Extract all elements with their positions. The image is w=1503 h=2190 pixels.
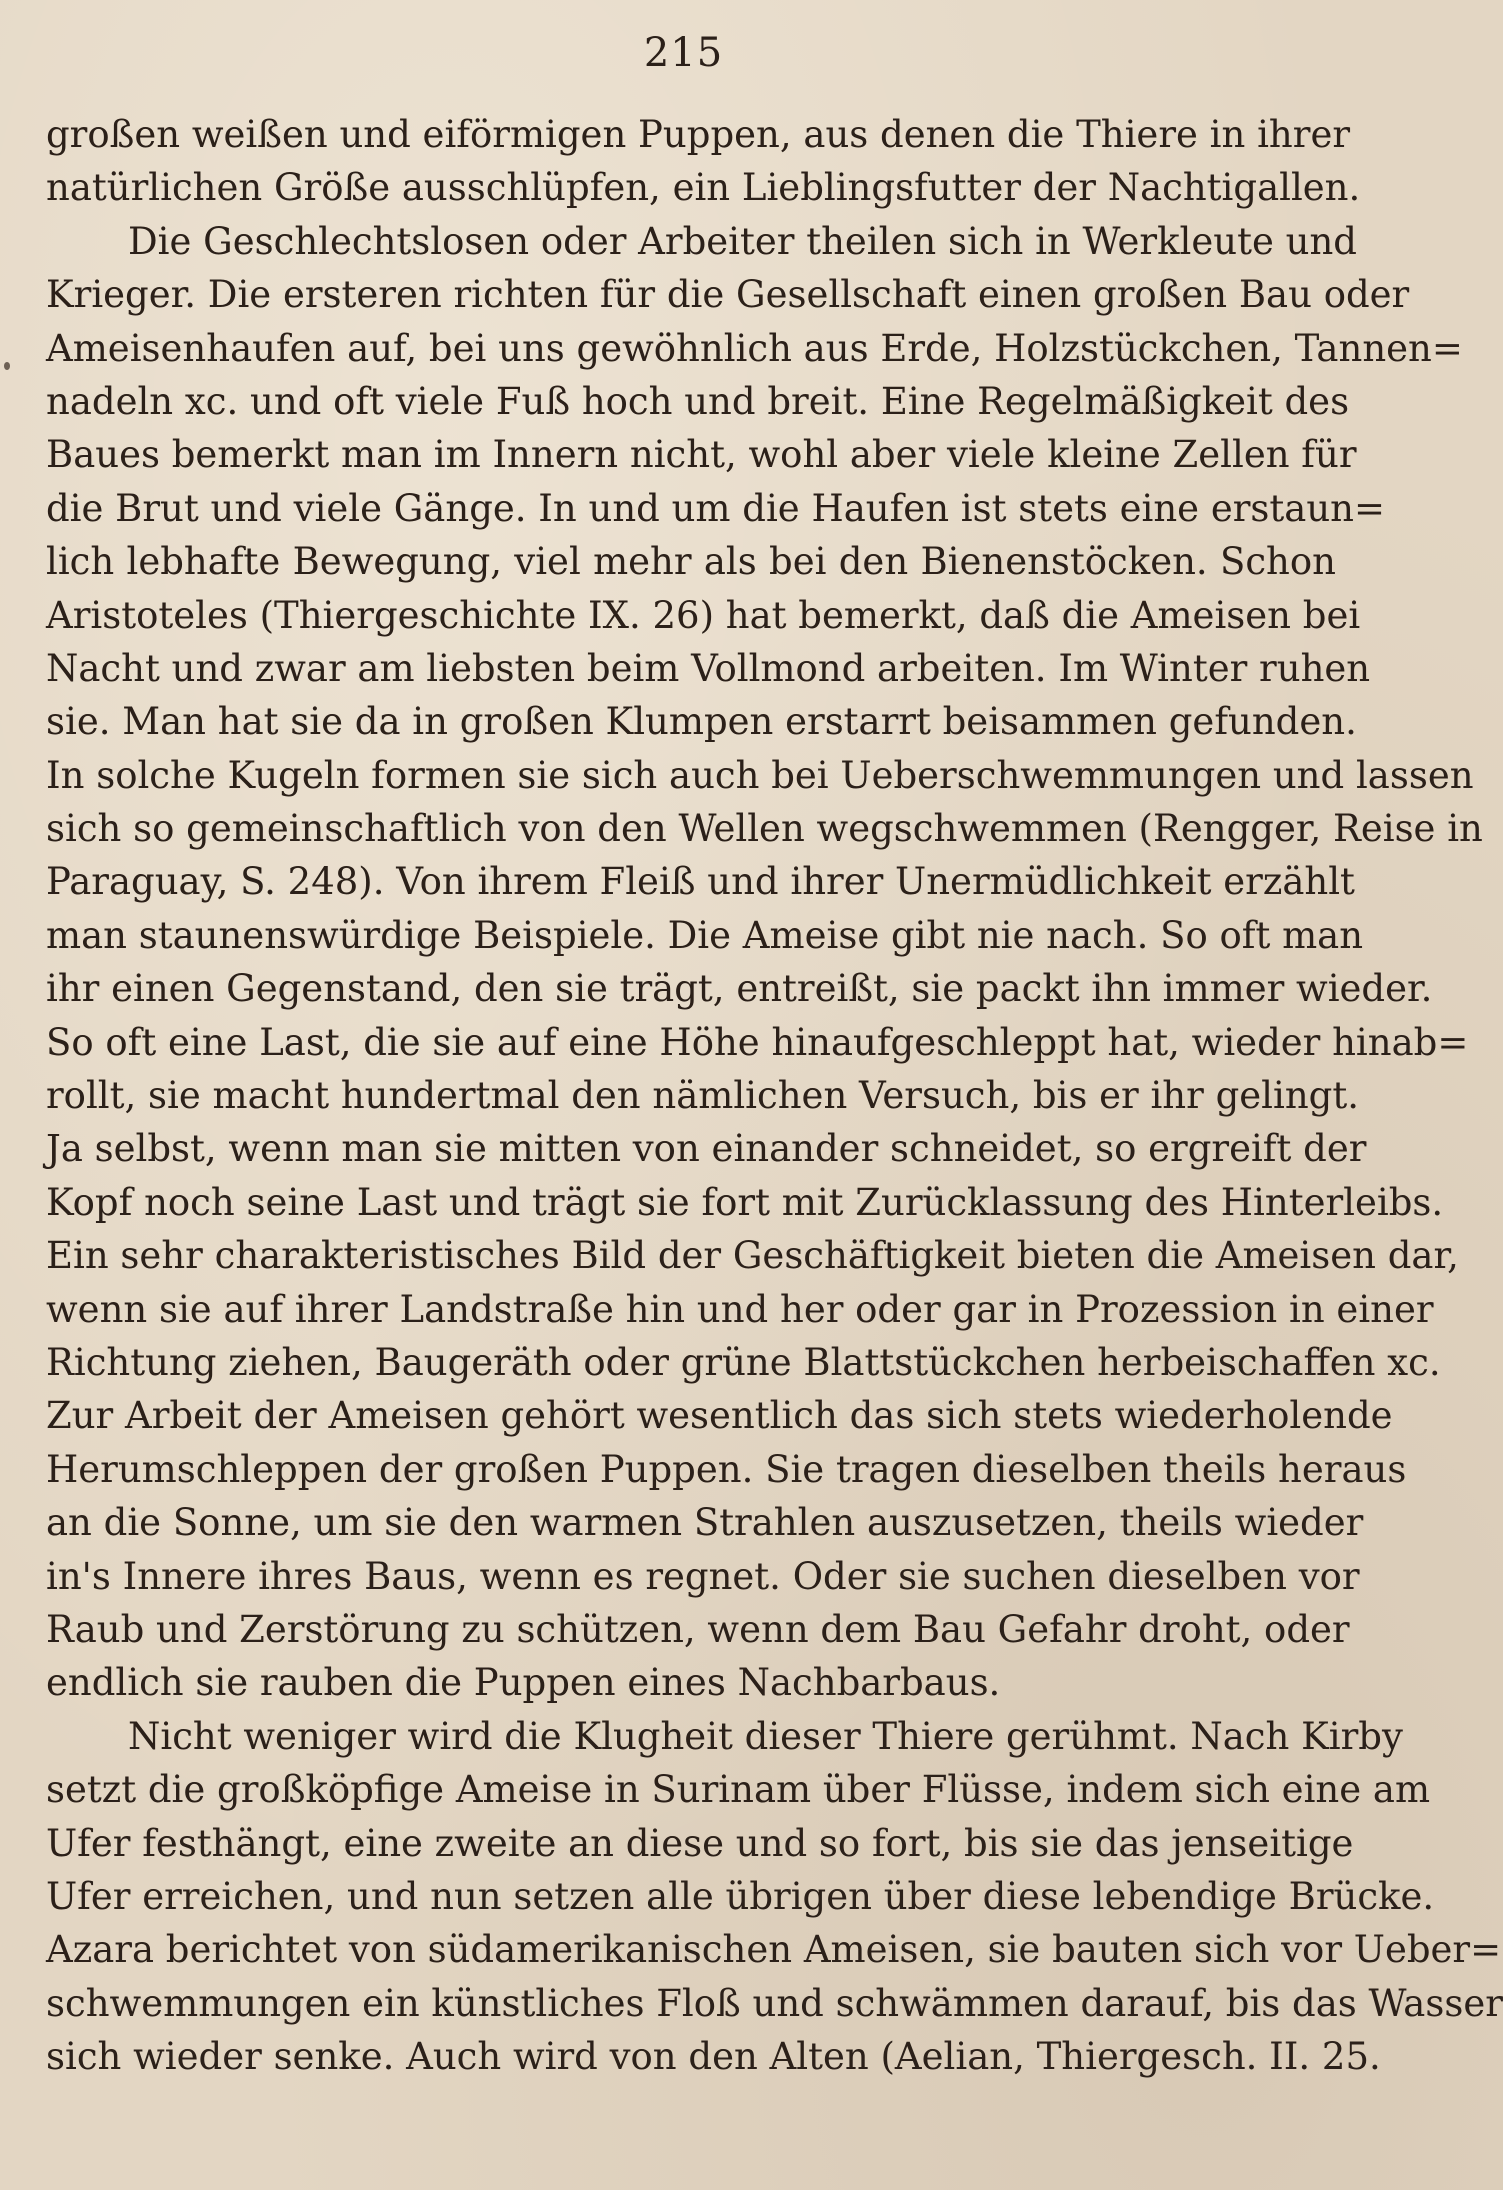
text-line: Ufer erreichen, und nun setzen alle übrigen über diese lebendige Brücke. bbox=[46, 1874, 1435, 1918]
text-line: Nacht und zwar am liebsten beim Vollmond arbeiten. Im Winter ruhen bbox=[46, 646, 1371, 690]
text-line: Richtung ziehen, Baugeräth oder grüne Blattstückchen herbeischaffen xc. bbox=[46, 1340, 1441, 1384]
text-line: rollt, sie macht hundertmal den nämlichen Versuch, bis er ihr gelingt. bbox=[46, 1074, 1359, 1118]
text-line: Paraguay, S. 248). Von ihrem Fleiß und ihrer Unermüdlichkeit erzählt bbox=[46, 860, 1355, 904]
text-line: sie. Man hat sie da in großen Klumpen erstarrt beisammen gefunden. bbox=[46, 700, 1357, 744]
text-line: Krieger. Die ersteren richten für die Gesellschaft einen großen Bau oder bbox=[46, 273, 1410, 317]
text-line: Raub und Zerstörung zu schützen, wenn dem Bau Gefahr droht, oder bbox=[46, 1607, 1350, 1651]
text-line: Ameisenhaufen auf, bei uns gewöhnlich aus Erde, Holzstückchen, Tannen= bbox=[46, 326, 1463, 370]
text-line: nadeln xc. und oft viele Fuß hoch und breit. Eine Regelmäßigkeit des bbox=[46, 379, 1350, 423]
text-line: Herumschleppen der großen Puppen. Sie tragen dieselben theils heraus bbox=[46, 1447, 1407, 1491]
text-line: setzt die großköpfige Ameise in Surinam über Flüsse, indem sich eine am bbox=[46, 1768, 1431, 1812]
text-line: an die Sonne, um sie den warmen Strahlen auszusetzen, theils wieder bbox=[46, 1501, 1364, 1545]
text-line: natürlichen Größe ausschlüpfen, ein Lieblingsfutter der Nachtigallen. bbox=[46, 166, 1361, 210]
text-line: die Brut und viele Gänge. In und um die Haufen ist stets eine erstaun= bbox=[46, 486, 1385, 530]
text-line: wenn sie auf ihrer Landstraße hin und her oder gar in Prozession in einer bbox=[46, 1287, 1434, 1331]
page-number: 215 bbox=[643, 30, 724, 76]
text-line: in's Innere ihres Baus, wenn es regnet. Oder sie suchen dieselben vor bbox=[46, 1554, 1360, 1598]
body-text bbox=[46, 108, 1503, 2083]
text-line: Kopf noch seine Last und trägt sie fort mit Zurücklassung des Hinterleibs. bbox=[46, 1180, 1444, 1224]
ink-speck bbox=[4, 362, 10, 370]
text-line: Nicht weniger wird die Klugheit dieser Thiere gerühmt. Nach Kirby bbox=[128, 1714, 1403, 1758]
text-line: Aristoteles (Thiergeschichte IX. 26) hat bemerkt, daß die Ameisen bei bbox=[46, 593, 1361, 637]
text-line: Ja selbst, wenn man sie mitten von einander schneidet, so ergreift der bbox=[46, 1127, 1367, 1171]
text-line: Ein sehr charakteristisches Bild der Geschäftigkeit bieten die Ameisen dar, bbox=[46, 1234, 1459, 1278]
text-line: endlich sie rauben die Puppen eines Nachbarbaus. bbox=[46, 1661, 1001, 1705]
text-line: In solche Kugeln formen sie sich auch bei Ueberschwemmungen und lassen bbox=[46, 753, 1474, 797]
text-line: Baues bemerkt man im Innern nicht, wohl aber viele kleine Zellen für bbox=[46, 433, 1357, 477]
text-line: man staunenswürdige Beispiele. Die Ameise gibt nie nach. So oft man bbox=[46, 913, 1364, 957]
text-line: Zur Arbeit der Ameisen gehört wesentlich das sich stets wiederholende bbox=[46, 1394, 1393, 1438]
text-line: Die Geschlechtslosen oder Arbeiter theilen sich in Werkleute und bbox=[128, 219, 1357, 263]
text-line: Ufer festhängt, eine zweite an diese und so fort, bis sie das jenseitige bbox=[46, 1821, 1354, 1865]
text-line: ihr einen Gegenstand, den sie trägt, entreißt, sie packt ihn immer wieder. bbox=[46, 967, 1433, 1011]
text-line: Azara berichtet von südamerikanischen Ameisen, sie bauten sich vor Ueber= bbox=[46, 1928, 1502, 1972]
text-line: schwemmungen ein künstliches Floß und schwämmen darauf, bis das Wasser bbox=[46, 1981, 1503, 2025]
text-line: So oft eine Last, die sie auf eine Höhe hinaufgeschleppt hat, wieder hinab= bbox=[46, 1020, 1469, 1064]
text-line: sich so gemeinschaftlich von den Wellen wegschwemmen (Rengger, Reise in bbox=[46, 807, 1483, 851]
text-line: sich wieder senke. Auch wird von den Alten (Aelian, Thiergesch. II. 25. bbox=[46, 2035, 1381, 2079]
text-line: lich lebhafte Bewegung, viel mehr als bei den Bienenstöcken. Schon bbox=[46, 540, 1336, 584]
text-line: großen weißen und eiförmigen Puppen, aus denen die Thiere in ihrer bbox=[46, 113, 1351, 156]
